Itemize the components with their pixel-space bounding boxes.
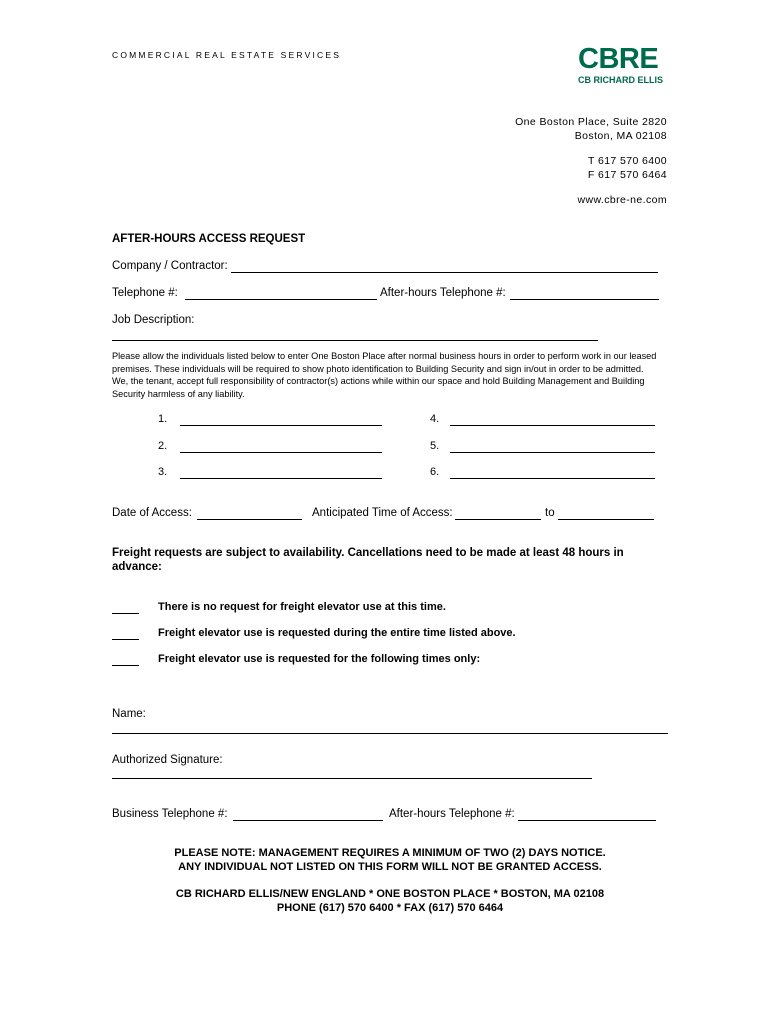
address-line2: Boston, MA 02108 [574,130,667,142]
individual-number: 5. [430,440,440,452]
individual-number: 3. [158,466,168,478]
freight-option-2-label: Freight elevator use is requested during the entire time listed above. [158,627,516,639]
telephone-field[interactable] [185,299,377,300]
date-of-access-label: Date of Access: [112,507,192,519]
individual-2-field[interactable] [180,452,382,453]
time-to-field[interactable] [558,519,654,520]
job-description-field[interactable] [112,340,598,341]
individual-1-field[interactable] [180,425,382,426]
date-of-access-field[interactable] [197,519,302,520]
individual-number: 4. [430,413,440,425]
name-label: Name: [112,708,146,720]
company-field[interactable] [231,272,658,273]
notice-line-2: ANY INDIVIDUAL NOT LISTED ON THIS FORM WILL NOT BE GRANTED ACCESS. [178,861,602,873]
cbre-logo [578,45,670,85]
time-to-label: to [545,507,555,519]
individual-6-field[interactable] [450,478,655,479]
freight-option-2-checkbox[interactable] [112,639,139,640]
individual-3-field[interactable] [180,478,382,479]
authorized-signature-label: Authorized Signature: [112,754,223,766]
name-field[interactable] [112,733,668,734]
individual-number: 2. [158,440,168,452]
management-notice [112,846,668,874]
tagline: COMMERCIAL REAL ESTATE SERVICES [112,50,342,60]
form-title: AFTER-HOURS ACCESS REQUEST [112,233,306,245]
authorized-signature-field[interactable] [112,778,592,779]
phone-number: T 617 570 6400 [588,155,667,167]
address-line1: One Boston Place, Suite 2820 [515,116,667,128]
instructions-paragraph: Please allow the individuals listed below to enter One Boston Place after normal business hours in order to perform work in our leased premises. These individuals will be required to show photo identification to Building Security and sign in/out in order to be admitted. We, the tenant, accept full responsibility of contractor(s) actions while within our space and hold Building Management and Building Security harmless of any liability. [112,351,657,399]
website: www.cbre-ne.com [577,194,667,206]
logo-sub-text: CB RICHARD ELLIS [578,75,663,85]
job-description-label: Job Description: [112,314,195,326]
company-contact-footer [112,887,668,915]
company-line-2: PHONE (617) 570 6400 * FAX (617) 570 6464 [276,902,504,914]
after-hours-telephone-field[interactable] [510,299,659,300]
fax-number: F 617 570 6464 [587,169,667,181]
company-line-1: CB RICHARD ELLIS/NEW ENGLAND * ONE BOSTON PLACE * BOSTON, MA 02108 [175,888,605,900]
logo-main-text: CBRE [578,43,659,75]
individual-4-field[interactable] [450,425,655,426]
individual-number: 1. [158,413,168,425]
after-hours-telephone-label: After-hours Telephone #: [380,287,506,299]
freight-option-3-label: Freight elevator use is requested for the following times only: [158,653,481,665]
individual-5-field[interactable] [450,452,655,453]
freight-notice: Freight requests are subject to availability. Cancellations need to be made at least 48 hours in advance: [112,547,624,573]
telephone-label: Telephone #: [112,287,178,299]
freight-option-1-checkbox[interactable] [112,613,139,614]
after-hours-telephone-label-2: After-hours Telephone #: [389,808,515,820]
time-from-field[interactable] [455,519,541,520]
freight-option-1-label: There is no request for freight elevator use at this time. [158,601,446,613]
company-label: Company / Contractor: [112,260,228,272]
after-hours-telephone-field-2[interactable] [518,820,656,821]
individual-number: 6. [430,466,440,478]
business-telephone-field[interactable] [233,820,383,821]
anticipated-time-label: Anticipated Time of Access: [312,507,453,519]
freight-option-3-checkbox[interactable] [112,665,139,666]
notice-line-1: PLEASE NOTE: MANAGEMENT REQUIRES A MINIMUM OF TWO (2) DAYS NOTICE. [174,847,606,859]
business-telephone-label: Business Telephone #: [112,808,228,820]
